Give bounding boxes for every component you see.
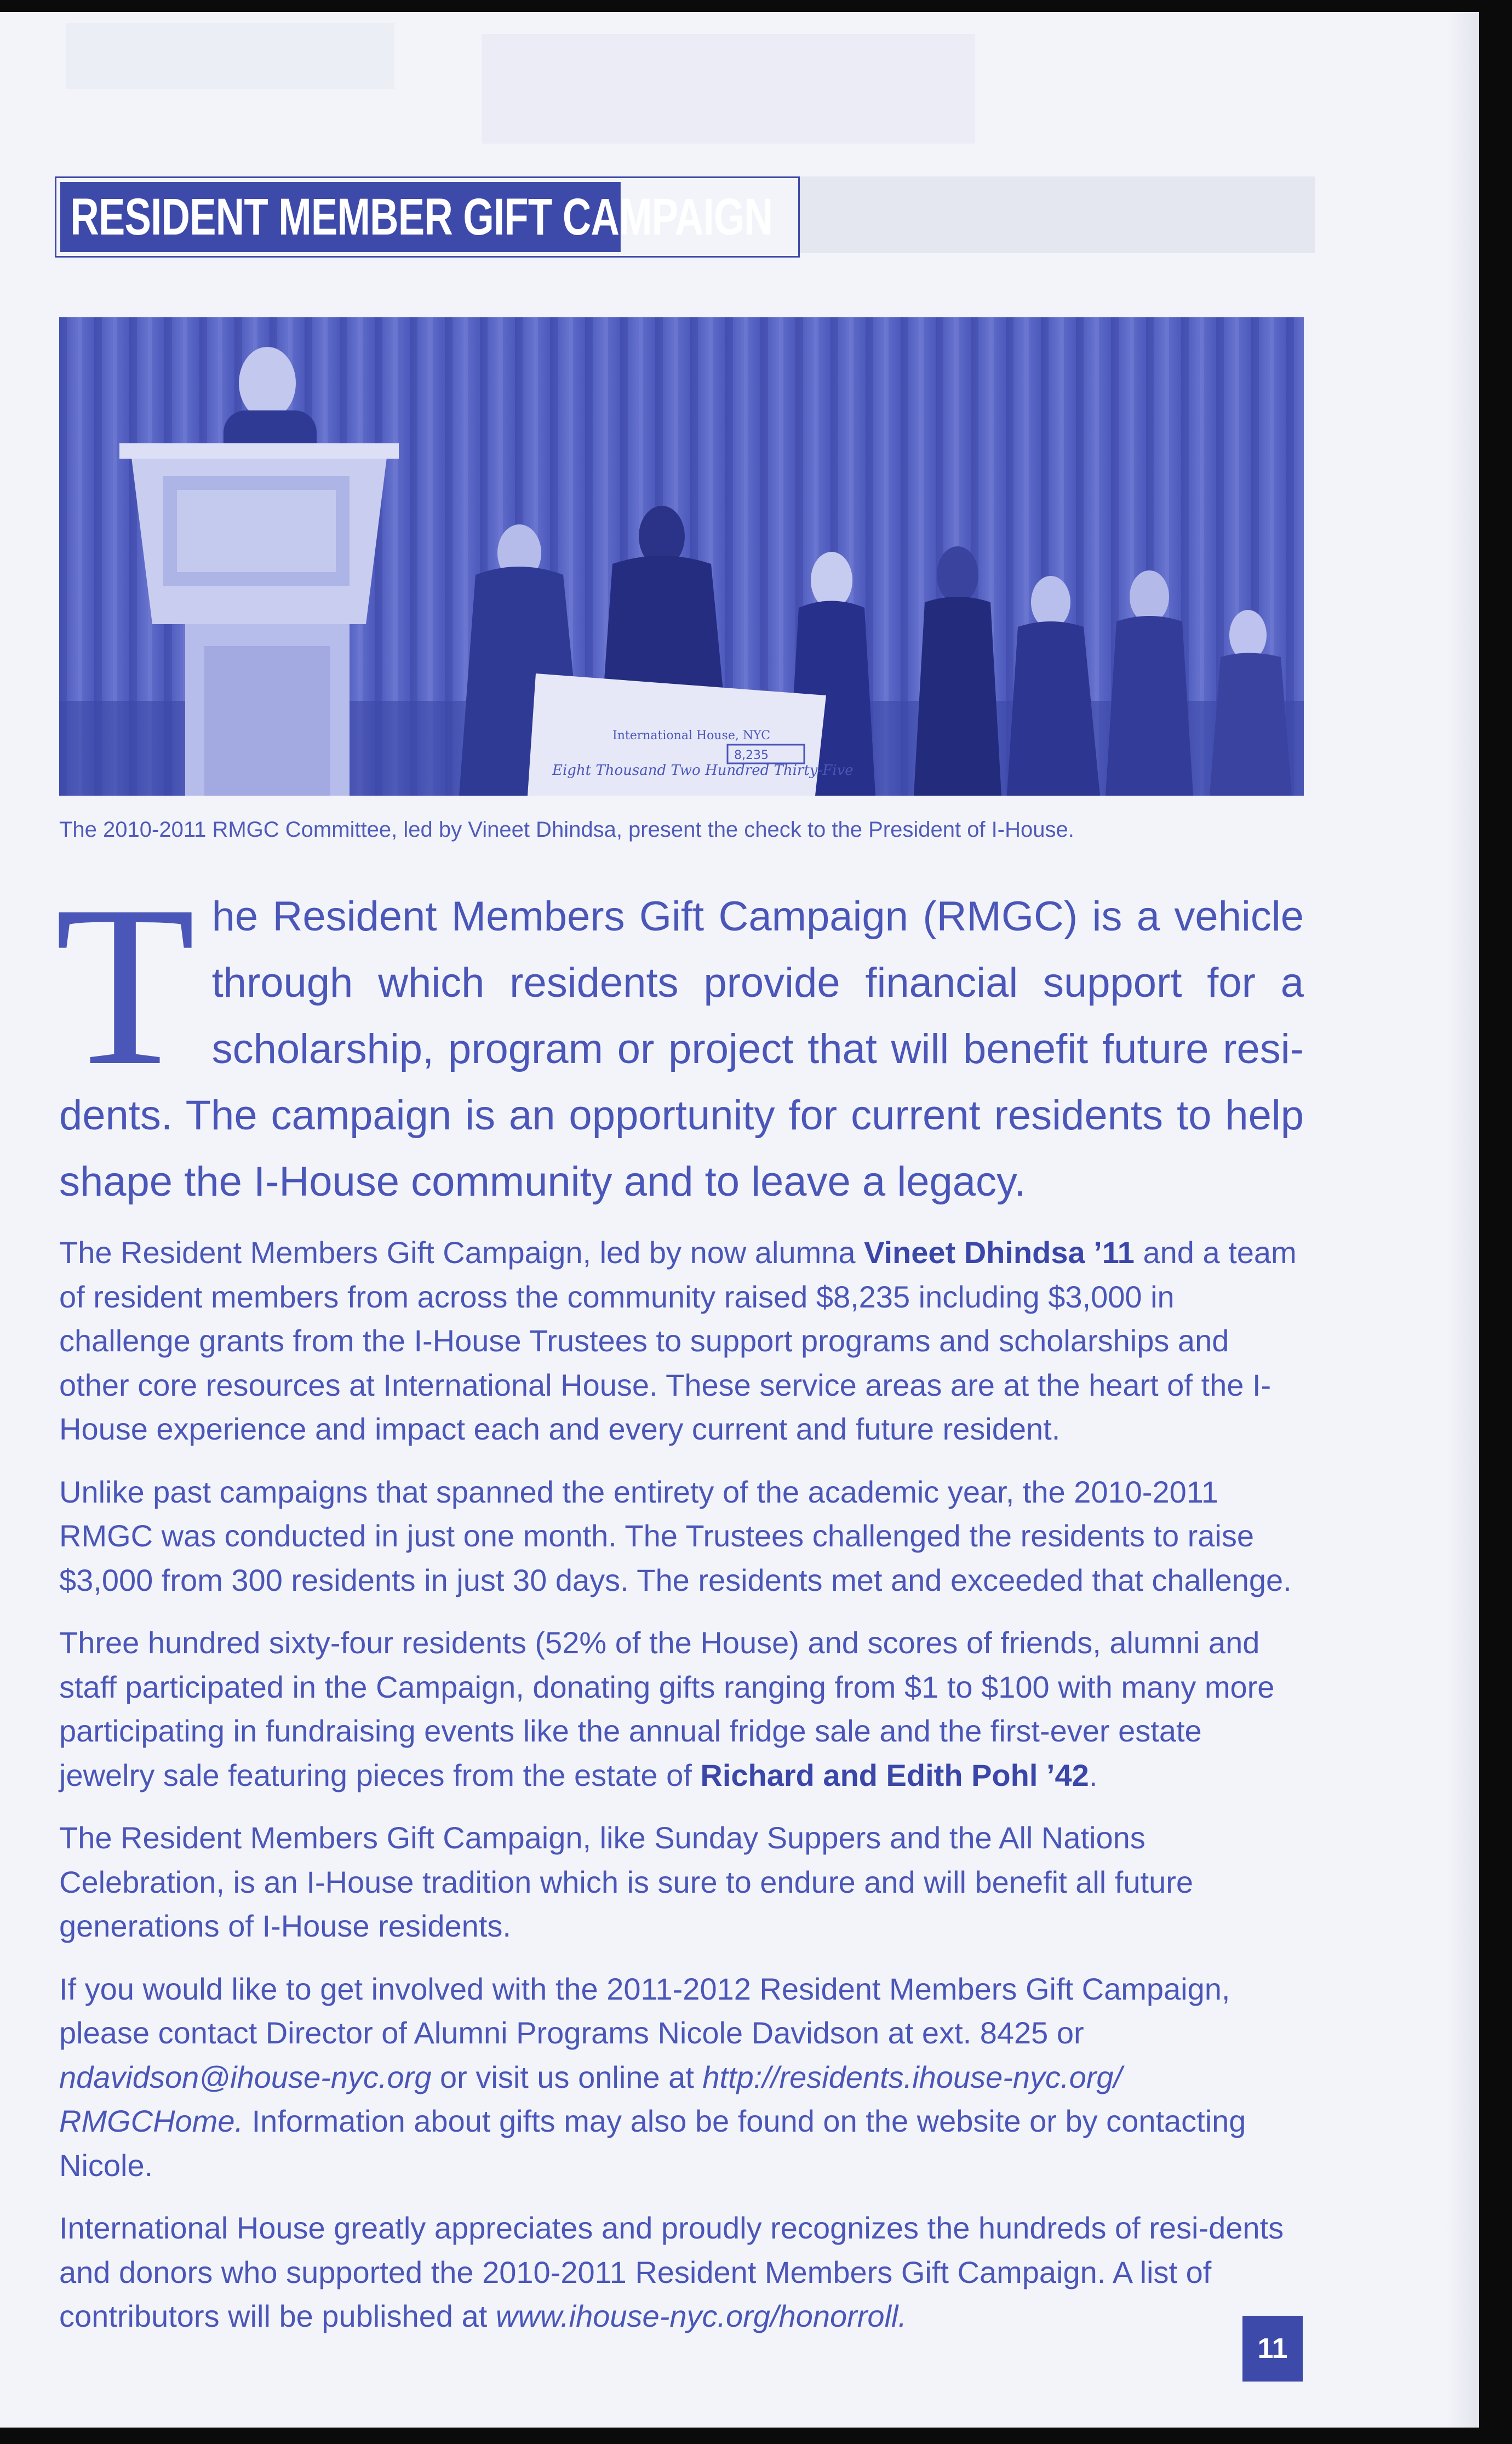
rmgc-url-link[interactable]: http://residents.ihouse-nyc.org/ RMGCHome. — [59, 2059, 1122, 2138]
text: and a team of resident members from across the community raised $8,235 including $3,000 in challenge grants from the I-House Trustees to support programs and scholarships and other core resources at International House. These service areas are at the heart of the I-House experience and impact each and every current and future resident. — [59, 1235, 1297, 1446]
section-header — [55, 176, 800, 258]
lead-paragraph — [55, 858, 1304, 1215]
text: or visit us online at — [431, 2059, 703, 2094]
lead-text: he Resident Members Gift Campaign (RMGC) is a vehicle through which residents provide financial support for a scholarship, program or project that will benefit future resi-dents. The campaign is an opportunity for current residents to help shape the I-House community and to leave a legacy. — [59, 893, 1304, 1205]
paragraph-4: The Resident Members Gift Campaign, like Sunday Suppers and the All Nations Celebration, is an I-House tradition which is sure to endure and will benefit all future generations of I-House residents. — [59, 1820, 1194, 1943]
paragraph-1 — [59, 1231, 1304, 1452]
photo-caption: The 2010-2011 RMGC Committee, led by Vineet Dhindsa, present the check to the President of I-House. — [59, 818, 1074, 842]
text: . — [1089, 1757, 1098, 1792]
bold-name: Richard and Edith Pohl ’42 — [700, 1757, 1089, 1792]
text: International House greatly appreciates and proudly recognizes the hundreds of resi-dents and donors who supported the 2010-2011 Resident Members Gift Campaign. A list of contributors will be published at — [59, 2211, 1284, 2333]
check-amount: 8,235 — [734, 749, 769, 762]
section-title: RESIDENT MEMBER GIFT CAMPAIGN — [60, 182, 621, 252]
show-through — [482, 34, 975, 144]
page-number: 11 — [1242, 2316, 1303, 2382]
article-body — [59, 1231, 1304, 2357]
text: If you would like to get involved with the 2011-2012 Resident Members Gift Campaign, please contact Director of Alumni Programs Nicole Davidson at ext. 8425 or — [59, 1971, 1230, 2050]
email-link[interactable]: ndavidson@ihouse-nyc.org — [59, 2059, 432, 2094]
show-through — [66, 23, 394, 89]
paragraph-3 — [59, 1621, 1304, 1797]
drop-cap: T — [55, 858, 196, 1113]
check-words: Eight Thousand Two Hundred Thirty-Five — [552, 762, 854, 779]
honor-roll-link[interactable]: www.ihouse-nyc.org/honorroll. — [495, 2299, 907, 2333]
page-paper — [0, 12, 1479, 2428]
text: The Resident Members Gift Campaign, led by now alumna — [59, 1235, 864, 1270]
paragraph-6 — [59, 2206, 1304, 2339]
show-through — [789, 176, 1315, 253]
text: Three hundred sixty-four residents (52% of the House) and scores of friends, alumni and staff participated in the Campaign, donating gifts ranging from $1 to $100 with many more participating in fundraising events like the annual fridge sale and the first-ever estate jewelry sale featuring pieces from the estate of — [59, 1625, 1275, 1792]
paragraph-2: Unlike past campaigns that spanned the entirety of the academic year, the 2010-2011 RMGC was conducted in just one month. The Trustees challenged the residents to raise $3,000 from 300 residents in just 30 days. The residents met and exceeded that challenge. — [59, 1474, 1292, 1597]
bold-name: Vineet Dhindsa ’11 — [864, 1235, 1135, 1270]
check-payee: International House, NYC — [612, 729, 771, 743]
text: Information about gifts may also be found on the website or by contacting Nicole. — [59, 2104, 1246, 2183]
committee-photo — [59, 317, 1304, 796]
paragraph-5 — [59, 1967, 1304, 2188]
photo-illustration — [59, 317, 1304, 796]
